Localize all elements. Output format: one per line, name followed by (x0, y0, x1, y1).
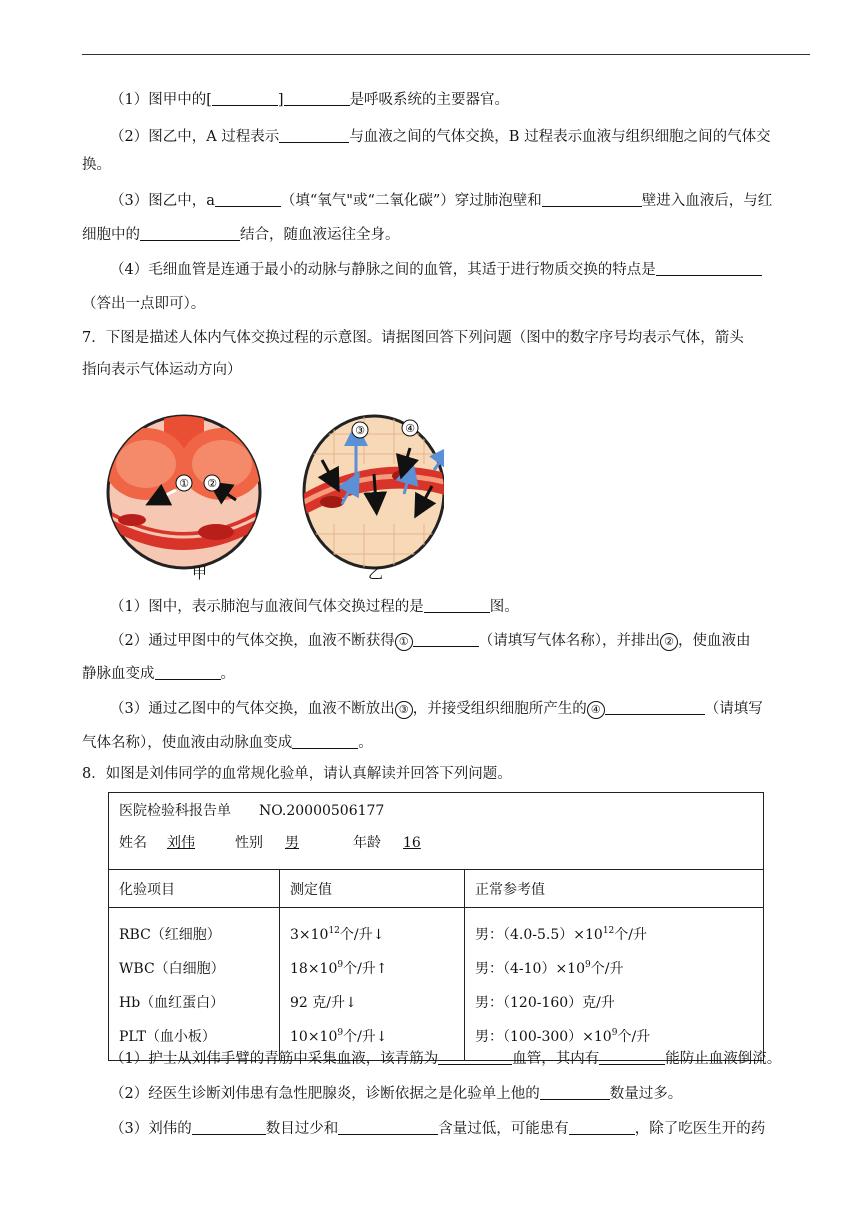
q7-part3: （3）通过乙图中的气体交换，血液不断放出 ③ ，并接受组织细胞所产生的 ④ （请填写 (110, 701, 763, 717)
circle-3-label: ③ (355, 424, 365, 437)
q6-part2: （2）图乙中，A 过程表示 与血液之间的气体交换，B 过程表示血液与组织细胞之间的气体交 (110, 129, 771, 145)
answer-blank[interactable] (424, 598, 490, 613)
answer-blank[interactable] (438, 1050, 512, 1065)
q8-part3: （3）刘伟的 数目过少和 含量过低，可能患有 ，除了吃医生开的药 (110, 1121, 766, 1137)
answer-blank[interactable] (569, 1120, 635, 1135)
blood-test-report (108, 792, 764, 1061)
answer-blank[interactable] (542, 192, 642, 207)
header-reference: 正常参考值 (465, 870, 764, 908)
figure-label-jia: 甲 (192, 564, 208, 582)
q8-part2: （2）经医生诊断刘伟患有急性肥腺炎，诊断依据之是化验单上他的 数量过多。 (110, 1086, 683, 1102)
answer-blank[interactable] (338, 1120, 438, 1135)
items-column: RBC（红细胞） WBC（白细胞） Hb（血红蛋白） PLT（血小板） (109, 908, 280, 1061)
q8-stem: 8．如图是刘伟同学的血常规化验单，请认真解读并回答下列问题。 (82, 766, 512, 782)
circle-2-label: ② (207, 477, 217, 490)
q6-part3: （3）图乙中，a （填“氧气"或“二氧化碳”）穿过肺泡壁和 壁进入血液后，与红 (110, 193, 773, 209)
tissue-diagram (299, 404, 444, 584)
q7-part2-cont: 静脉血变成 。 (82, 666, 235, 682)
answer-blank[interactable] (413, 632, 479, 647)
answer-blank[interactable] (605, 700, 705, 715)
circled-number: ④ (587, 701, 605, 719)
report-header: 医院检验科报告单 NO.20000506177 姓名 刘伟 性别 男 年龄 16 (109, 793, 764, 870)
q7-stem-cont: 指向表示气体运动方向） (82, 362, 242, 378)
values-column: $3\times 10^{12}$个/升↓ $18\times 10^9$个/升↑ 92 克/升↓ $10\times 10^9$个/升↓ (280, 908, 465, 1061)
header-rule (82, 54, 810, 55)
answer-blank[interactable] (192, 1120, 266, 1135)
circle-4-label: ④ (405, 422, 415, 435)
q6-part4-cont: （答出一点即可）。 (82, 296, 206, 312)
answer-blank[interactable] (212, 91, 278, 106)
q6-part1: （1）图甲中的[ ] 是呼吸系统的主要器官。 (110, 92, 510, 108)
answer-blank[interactable] (599, 1050, 665, 1065)
header-value: 测定值 (280, 870, 465, 908)
patient-sex: 男 (285, 835, 299, 851)
answer-blank[interactable] (215, 192, 281, 207)
circled-number: ① (395, 633, 413, 651)
answer-blank[interactable] (279, 128, 349, 143)
q6-part2-cont: 换。 (82, 157, 111, 173)
header-item: 化验项目 (109, 870, 280, 908)
q7-stem: 7．下图是描述人体内气体交换过程的示意图。请据图回答下列问题（图中的数字序号均表示气体，箭头 (82, 330, 744, 346)
circle-1-label: ① (179, 477, 189, 490)
answer-blank[interactable] (656, 261, 762, 276)
answer-blank[interactable] (155, 665, 221, 680)
q7-part2: （2）通过甲图中的气体交换，血液不断获得 ① （请填写气体名称），并排出 ② ，使血液由 (110, 633, 751, 649)
q8-part1: （1）护士从刘伟手臂的青筋中采集血液，该青筋为 血管，其内有 能防止血液倒流。 (110, 1051, 782, 1067)
q6-part4: （4）毛细血管是连通于最小的动脉与静脉之间的血管，其适于进行物质交换的特点是 (82, 260, 838, 280)
answer-blank[interactable] (140, 226, 240, 241)
answer-blank[interactable] (284, 91, 350, 106)
reference-column: 男：$(4.0-5.5)\times 10^{12}$个/升 男：$(4-10)\times 10^9$个/升 男：（120-160）克/升 男：$(100-300)\times 10^9$个/升 (465, 908, 764, 1061)
circled-number: ② (660, 633, 678, 651)
q6-part3-cont: 细胞中的 结合，随血液运往全身。 (82, 227, 400, 243)
patient-name: 刘伟 (167, 835, 195, 851)
alveolus-diagram (104, 404, 264, 568)
q7-part1: （1）图中，表示肺泡与血液间气体交换过程的是 图。 (110, 599, 519, 615)
figure-label-yi: 乙 (368, 564, 384, 582)
gas-exchange-figure (104, 404, 444, 584)
patient-age: 16 (403, 835, 421, 851)
circled-number: ③ (395, 701, 413, 719)
answer-blank[interactable] (540, 1085, 610, 1100)
answer-blank[interactable] (292, 734, 358, 749)
q7-part3-cont: 气体名称），使血液由动脉血变成 。 (82, 735, 373, 751)
